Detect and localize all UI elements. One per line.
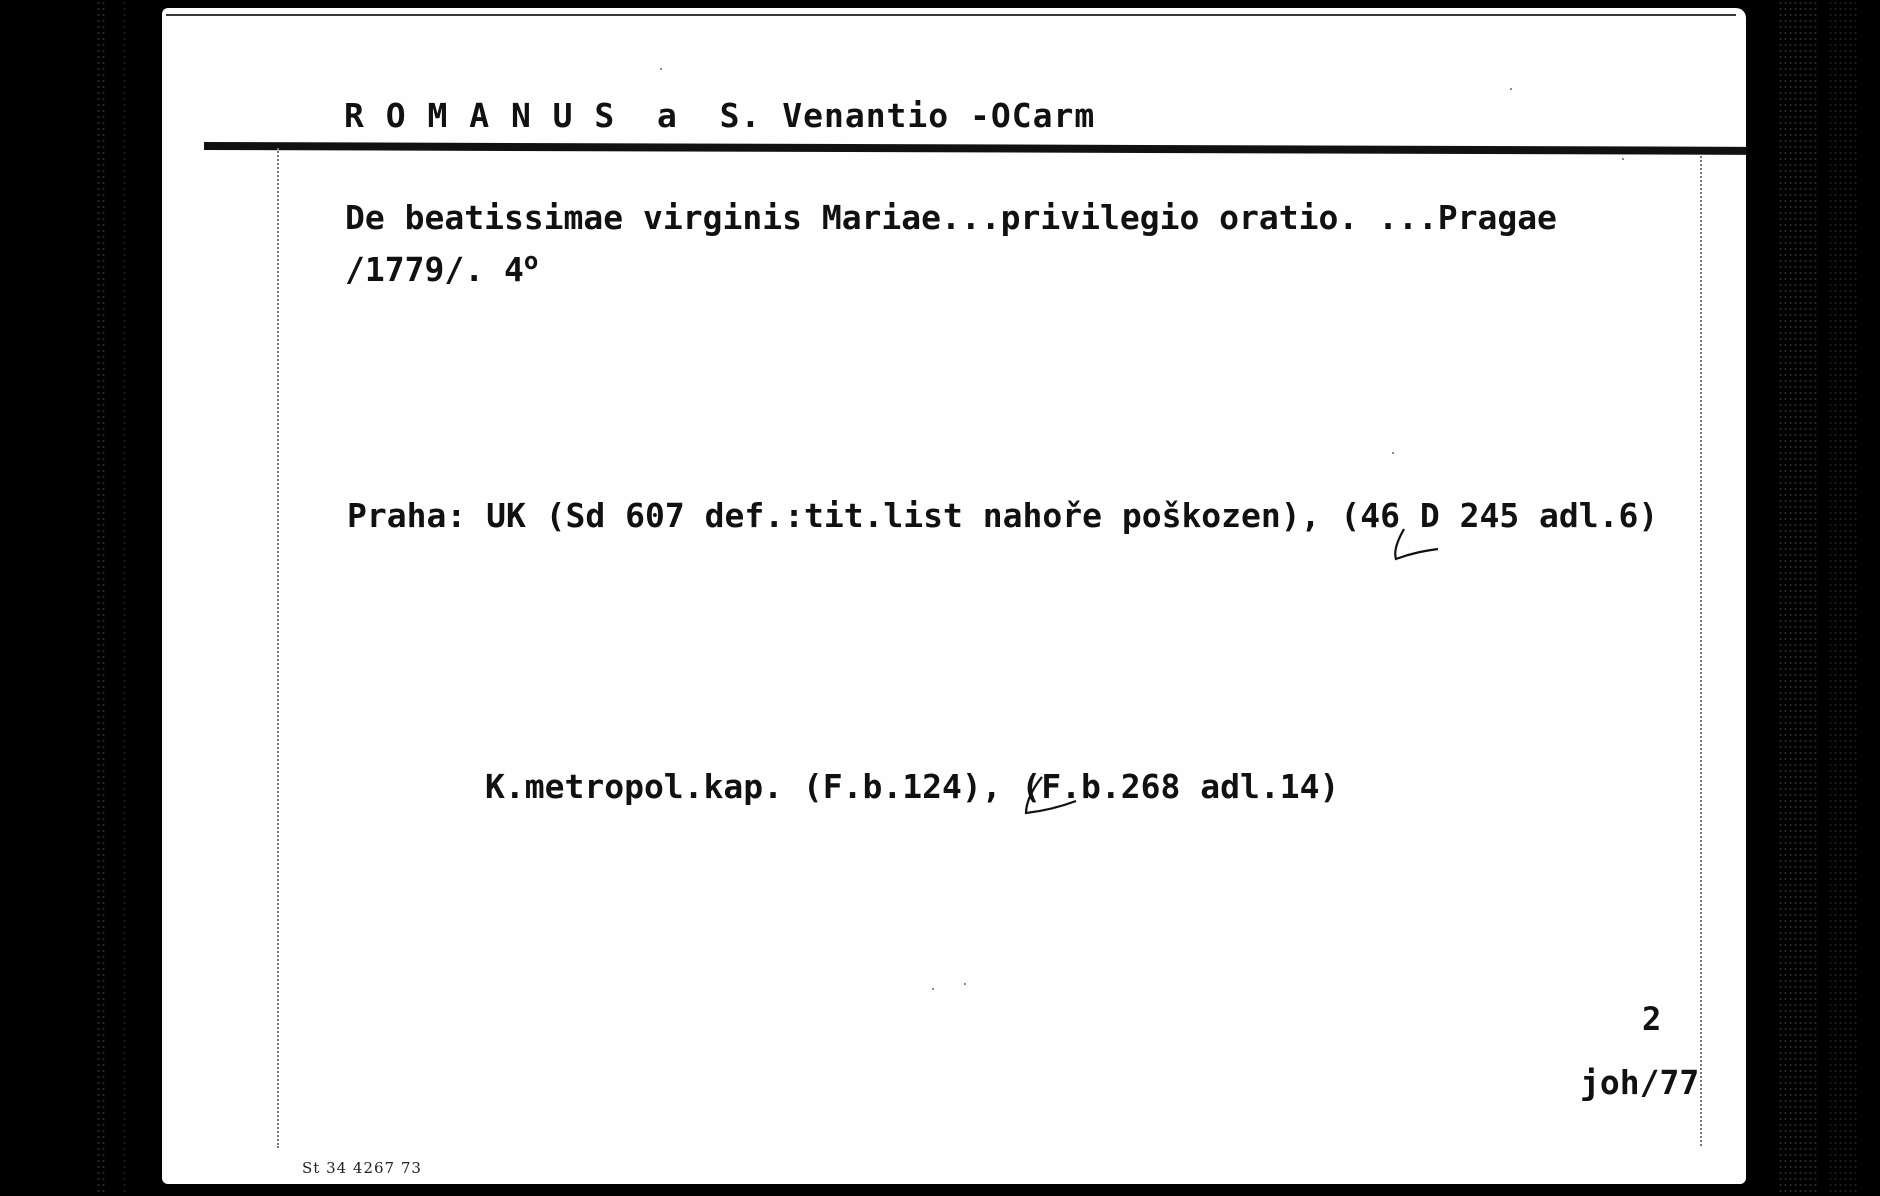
printed-form-code: St 34 4267 73 <box>302 1159 422 1177</box>
heading-rule <box>204 142 1746 155</box>
title-line-2 <box>345 247 539 289</box>
format-superscript: o <box>523 247 539 275</box>
scan-noise-left <box>96 0 106 1196</box>
scan-speck <box>932 988 934 990</box>
imprint-date-format: /1779/. 4 <box>345 250 524 289</box>
scan-noise-right-outer <box>1828 0 1858 1196</box>
scan-speck <box>1392 452 1394 454</box>
scan-speck <box>1622 158 1624 160</box>
scan-speck <box>1510 88 1512 90</box>
right-margin-guide <box>1700 156 1702 1146</box>
catalog-card <box>162 8 1746 1184</box>
card-sequence-number: 2 <box>1642 1000 1662 1038</box>
scan-noise-left-inner <box>122 0 128 1196</box>
scan-speck <box>964 983 966 985</box>
card-top-edge <box>166 14 1736 16</box>
cataloger-initials: joh/77 <box>1580 1063 1700 1102</box>
scan-noise-right <box>1778 0 1818 1196</box>
title-line-1: De beatissimae virginis Mariae...privilegio oratio. ...Pragae <box>345 198 1557 237</box>
holding-praha-uk: Praha: UK (Sd 607 def.:tit.list nahoře poškozen), (46 D 245 adl.6) <box>347 496 1659 535</box>
left-margin-guide <box>277 148 279 1148</box>
author-heading: R O M A N U S a S. Venantio -OCarm <box>344 96 1096 135</box>
holding-metropolitan-chapter: K.metropol.kap. (F.b.124), (F.b.268 adl.14) <box>485 767 1340 806</box>
scan-speck <box>660 68 662 70</box>
